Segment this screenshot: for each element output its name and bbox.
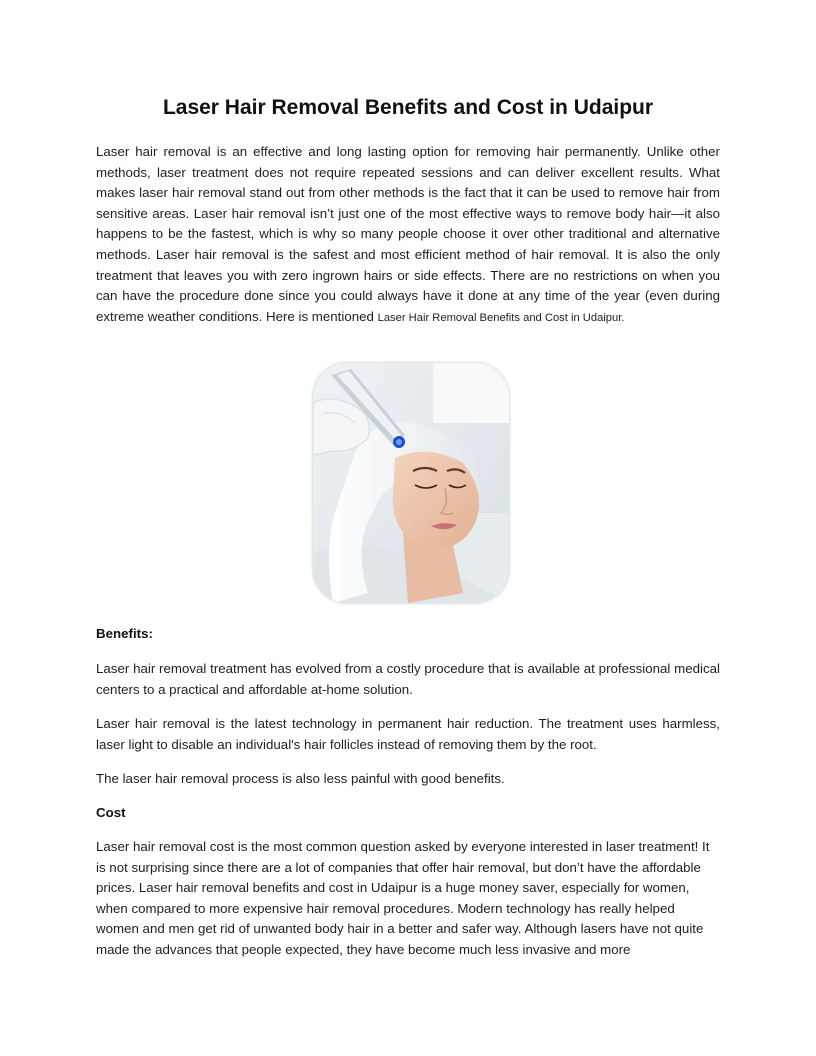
intro-keyword-text: Laser Hair Removal Benefits and Cost in Udaipur. bbox=[377, 311, 625, 324]
page-title: Laser Hair Removal Benefits and Cost in Udaipur bbox=[162, 96, 654, 119]
cost-paragraph: Laser hair removal cost is the most common question asked by everyone interested in laser treatment! It is not surprising since there are a lot of companies that offer hair removal, but don’t have the affordable prices. Laser hair removal benefits and cost in Udaipur is a huge money saver, especially for women, when compared to more expensive hair removal procedures. Modern technology has really helped women and men get rid of unwanted body hair in a better and safer way. Although lasers have not quite made the advances that people expected, they have become much less invasive and more bbox=[96, 839, 710, 957]
benefits-paragraph-3: The laser hair removal process is also less painful with good benefits. bbox=[96, 771, 505, 786]
intro-paragraph bbox=[96, 142, 720, 328]
cost-heading: Cost bbox=[96, 805, 126, 820]
benefits-heading: Benefits: bbox=[96, 626, 153, 641]
benefits-paragraph-2: Laser hair removal is the latest technology in permanent hair reduction. The treatment uses harmless, laser light to disable an individual's hair follicles instead of removing them by the root. bbox=[96, 716, 720, 752]
treatment-photo-illustration bbox=[313, 363, 509, 603]
intro-text: Laser hair removal is an effective and long lasting option for removing hair permanently. Unlike other methods, laser treatment does not require repeated sessions and can deliver excellent results. What makes laser hair removal stand out from other methods is the fact that it can be used to remove hair from sensitive areas. Laser hair removal isn’t just one of the most effective ways to remove body hair—it also happens to be the fastest, which is why so many people choose it over other traditional and alternative methods. Laser hair removal is the safest and most efficient method of hair removal. It is also the only treatment that leaves you with zero ingrown hairs or side effects. There are no restrictions on when you can have the procedure done since you could always have it done at any time of the year (even during extreme weather conditions. Here is mentioned bbox=[96, 144, 720, 324]
benefits-paragraph-1: Laser hair removal treatment has evolved from a costly procedure that is available at professional medical centers to a practical and affordable at-home solution. bbox=[96, 661, 720, 697]
treatment-photo bbox=[313, 363, 509, 603]
